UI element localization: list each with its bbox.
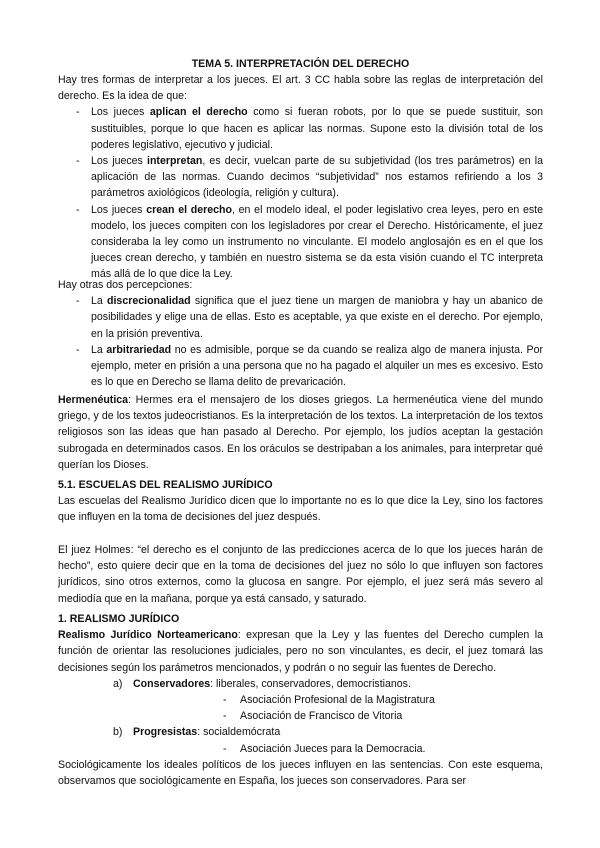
list-item-text: La: [91, 343, 107, 356]
percepciones-section: [58, 277, 543, 390]
list-item-text: Los jueces: [91, 106, 150, 119]
realismo-paragraph: [58, 627, 543, 676]
section-5-1: [58, 477, 543, 526]
list-marker: b): [113, 726, 123, 739]
intro-section: [58, 72, 543, 283]
page-title: TEMA 5. INTERPRETACIÓN DEL DERECHO: [191, 58, 410, 70]
section-heading: 5.1. ESCUELAS DEL REALISMO JURÍDICO: [58, 479, 273, 491]
list-item: [58, 153, 543, 202]
list-item-text: significa que el juez tiene un margen de maniobra y hay un abanico de posibilidades y elige una de ellas. Esto es aceptable, ya que existe en el derecho. Por ejemplo, en la prisión preventiva.: [91, 295, 543, 340]
groups-list: [58, 676, 543, 757]
realismo-term: Realismo Jurídico Norteamericano: [58, 629, 238, 642]
list-item-keyword: arbitrariedad: [106, 343, 172, 356]
hermeneutica-paragraph: [58, 392, 543, 473]
list-item-keyword: crean el derecho: [146, 203, 232, 216]
list-item: [58, 202, 543, 283]
list-item: - Asociación Jueces para la Democracia.: [133, 741, 543, 757]
group-name: Progresistas: [133, 726, 198, 739]
list-item-keyword: aplican el derecho: [149, 106, 248, 119]
list-marker: a): [113, 677, 123, 690]
group-text: : liberales, conservadores, democristianos.: [210, 677, 411, 690]
sub-list: [133, 741, 543, 757]
intro-paragraph: Hay tres formas de interpretar a los jueces. El art. 3 CC habla sobre las reglas de interpretación del derecho. Es la idea de que:: [58, 74, 543, 103]
hermeneutica-text: : Hermes era el mensajero de los dioses griegos. La hermenéutica viene del mundo griego, y de los textos judeocristianos. Es la interpretación de los textos. La interpretación de los textos religiosos son las ideas que han pasado al Derecho. Por ejemplo, los judíos aceptan la gestación subrogada en determinados casos. En los oráculos se destripaban a los animales, para interpretar qué querían los Dioses.: [58, 394, 543, 471]
list-item-text: Los jueces: [91, 155, 147, 168]
closing-paragraph: Sociológicamente los ideales políticos de los jueces influyen en las sentencias. Con este esquema, observamos que sociológicamente en España, los jueces son conservadores. Para ser: [58, 759, 543, 788]
list-item-text: Los jueces: [91, 203, 147, 216]
group-text: : socialdemócrata: [197, 726, 281, 739]
list-item-text: no es admisible, porque se da cuando se realiza algo de manera injusta. Por ejemplo, meter en prisión a una persona que no ha pagado el alquiler un mes es excesivo. Esto es lo que en Derecho se llama delito de prevaricación.: [91, 343, 544, 389]
list-item: - Asociación de Francisco de Vitoria: [133, 708, 543, 724]
percepciones-list: [58, 293, 543, 390]
list-item-keyword: interpretan: [147, 155, 203, 168]
list-item-text: como si fueran robots, por lo que se puede sustituir, son sustituibles, porque lo que hacen es aplicar las normas. Supone esto la división total de los poderes legislativo, ejecutivo y judicial.: [91, 106, 544, 151]
realismo-text: : expresan que la Ley y las fuentes del Derecho cumplen la función de orientar las resoluciones judiciales, pero no son vinculantes, es decir, el juez tomará las decisiones según los parámetros mencionados, y podrán o no seguir las fuentes de Derecho.: [58, 629, 543, 674]
list-item: [58, 724, 543, 756]
list-item: [58, 676, 543, 725]
formas-list: [58, 104, 543, 282]
section-paragraph: Las escuelas del Realismo Jurídico dicen que lo importante no es lo que dice la Ley, sino los factores que influyen en la toma de decisiones del juez después.: [58, 495, 543, 524]
section-1: [58, 611, 543, 757]
list-item: - Asociación Profesional de la Magistratura: [133, 692, 543, 708]
list-item: [58, 293, 543, 342]
list-item: [58, 342, 543, 391]
sub-list: [133, 692, 543, 724]
group-name: Conservadores: [133, 677, 211, 690]
section-heading: 1. REALISMO JURÍDICO: [58, 613, 180, 625]
hermeneutica-term: Hermenéutica: [58, 394, 129, 406]
percepciones-intro: Hay otras dos percepciones:: [58, 279, 193, 291]
list-item-text: La: [91, 295, 108, 308]
holmes-paragraph: El juez Holmes: “el derecho es el conjunto de las predicciones acerca de lo que los jueces harán de hecho”, esto quiere decir que en la toma de decisiones del juez no sólo lo que influyen son factores jurídicos, sino otros externos, como la glucosa en sangre. Por ejemplo, el juez será más severo al mediodía que en la mañana, porque ya está cansado, y saturado.: [58, 544, 543, 605]
list-item-keyword: discrecionalidad: [107, 295, 191, 308]
list-item-text: , es decir, vuelcan parte de su subjetividad (los tres parámetros) en la aplicación de las normas. Cuando decimos “subjetividad” nos estamos refiriendo a los 3 parámetros axiológicos (ideología, religión y cultura).: [91, 155, 543, 200]
list-item-text: , en el modelo ideal, el poder legislativo crea leyes, pero en este modelo, los jueces compiten con los legisladores por crear el Derecho. Históricamente, el juez consideraba la ley como un instrumento no vinculante. El modelo anglosajón es en el que los jueces crean derecho, y también en nuestro sistema se da esta visión cuando el TC interpreta más allá de lo que dice la Ley.: [91, 203, 544, 281]
list-item: [58, 104, 543, 153]
